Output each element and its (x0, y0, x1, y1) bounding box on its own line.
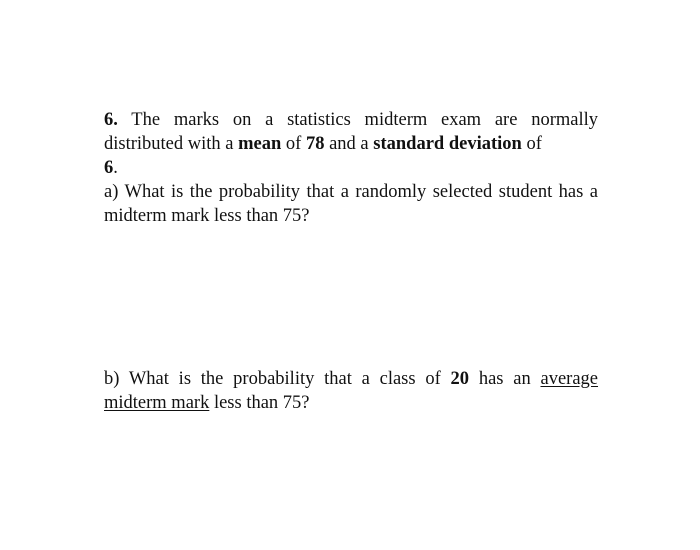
average-midterm-mark: average midterm mark (104, 368, 599, 413)
question-6 (104, 108, 598, 228)
question-stem (104, 108, 598, 180)
part-b (104, 367, 598, 415)
mean-label: mean (238, 134, 282, 154)
sd-value: 6 (104, 158, 114, 178)
stem-text-1: The marks on a statistics midterm exam are normally distributed with a (104, 110, 598, 154)
part-a: a) What is the probability that a randomly selected student has a midterm mark less than 75? (104, 182, 598, 226)
stem-text-4: of (521, 134, 542, 154)
part-b-text-2: has an (469, 368, 541, 389)
mean-value: 78 (305, 134, 325, 154)
sd-label: standard deviation (373, 134, 522, 154)
part-b-text-1: b) What is the probability that a class of (104, 368, 451, 389)
stem-end: . (113, 158, 118, 178)
class-size: 20 (450, 368, 470, 389)
stem-text-3: and a (324, 134, 374, 154)
part-b-text-3: less than 75? (209, 392, 310, 413)
stem-text-2: of (281, 134, 306, 154)
question-number: 6. (104, 110, 118, 130)
